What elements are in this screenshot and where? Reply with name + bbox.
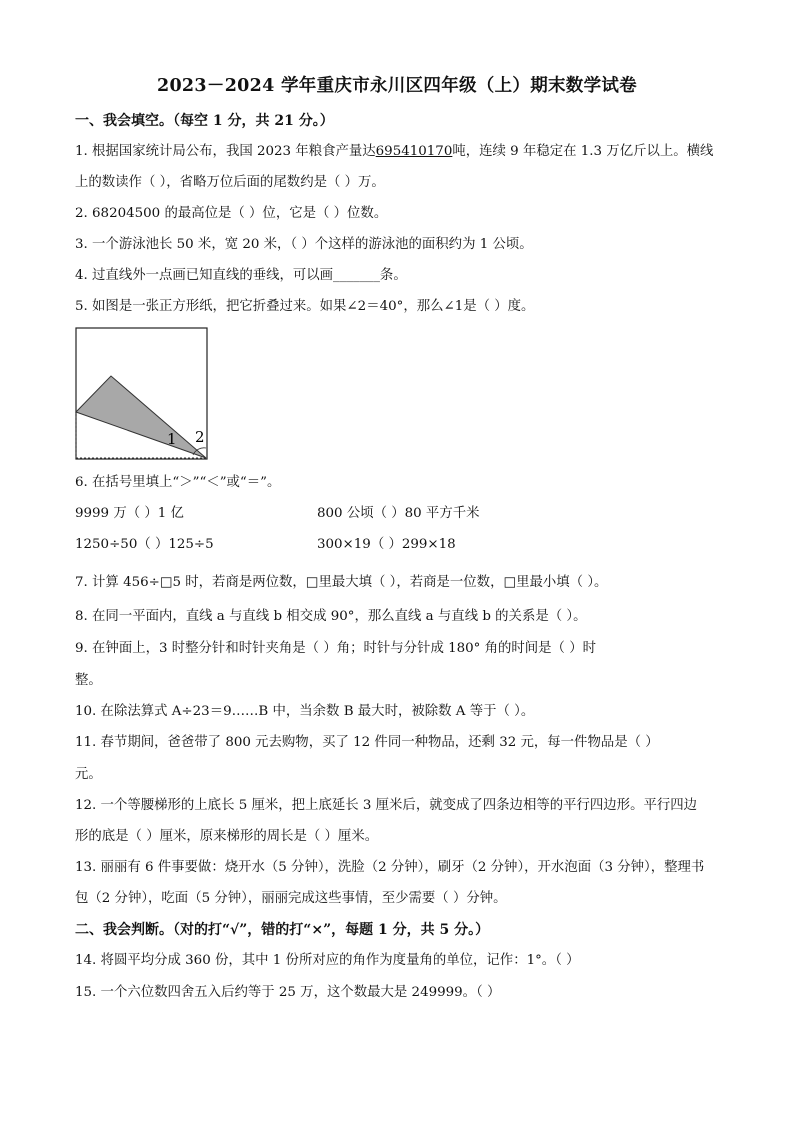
question-1-text-b: 吨，连续 9 年稳定在 1.3 万亿斤以上。横线 <box>452 144 714 159</box>
question-10: 10. 在除法算式 A÷23＝9……B 中，当余数 B 最大时，被除数 A 等于（ ）。 <box>75 704 535 719</box>
question-6-row-1-right: 800 公顷（ ）80 平方千米 <box>317 506 480 521</box>
question-3: 3. 一个游泳池长 50 米，宽 20 米，（ ）个这样的游泳池的面积约为 1 公顷。 <box>75 237 533 252</box>
folded-square-figure <box>75 327 215 467</box>
question-1-underlined-number: 695410170 <box>375 144 453 159</box>
question-13-line-1: 13. 丽丽有 6 件事要做：烧开水（5 分钟），洗脸（2 分钟），刷牙（2 分钟），开水泡面（3 分钟），整理书 <box>75 860 705 875</box>
question-4: 4. 过直线外一点画已知直线的垂线，可以画_______条。 <box>75 268 407 283</box>
question-7: 7. 计算 456÷□5 时，若商是两位数，□里最大填（ ），若商是一位数，□里最小填（ ）。 <box>75 575 608 590</box>
question-11-line-1: 11. 春节期间，爸爸带了 800 元去购物，买了 12 件同一种物品，还剩 32 元，每一件物品是（ ） <box>75 735 659 750</box>
question-6-row-2-right: 300×19（ ）299×18 <box>317 537 456 552</box>
question-5: 5. 如图是一张正方形纸，把它折叠过来。如果∠2＝40°，那么∠1是（ ）度。 <box>75 299 535 314</box>
question-6-row-2-left: 1250÷50（ ）125÷5 <box>75 537 214 552</box>
question-1-text-a: 1. 根据国家统计局公布，我国 2023 年粮食产量达 <box>75 144 376 159</box>
question-1-line-2: 上的数读作（ ），省略万位后面的尾数约是（ ）万。 <box>75 175 385 190</box>
question-12-line-2: 形的底是（ ）厘米，原来梯形的周长是（ ）厘米。 <box>75 829 379 844</box>
question-8: 8. 在同一平面内，直线 a 与直线 b 相交成 90°，那么直线 a 与直线 b 的关系是（ ）。 <box>75 609 587 624</box>
page-title: 2023－2024 学年重庆市永川区四年级（上）期末数学试卷 <box>156 76 637 96</box>
question-6: 6. 在括号里填上“＞”“＜”或“＝”。 <box>75 475 281 490</box>
question-1-line-1 <box>75 143 713 161</box>
question-9-line-2: 整。 <box>75 673 102 688</box>
question-13-line-2: 包（2 分钟），吃面（5 分钟），丽丽完成这些事情，至少需要（ ）分钟。 <box>75 891 507 906</box>
section-1-heading: 一、我会填空。（每空 1 分，共 21 分。） <box>75 113 334 129</box>
question-11-line-2: 元。 <box>75 767 102 782</box>
question-6-row-1-left: 9999 万（ ）1 亿 <box>75 506 184 521</box>
section-2-heading: 二、我会判断。（对的打“√”，错的打“×”，每题 1 分，共 5 分。） <box>75 922 490 938</box>
question-9-line-1: 9. 在钟面上，3 时整分针和时针夹角是（ ）角；时针与分针成 180° 角的时间是（ ）时 <box>75 641 596 656</box>
question-2: 2. 68204500 的最高位是（ ）位，它是（ ）位数。 <box>75 206 388 221</box>
question-14: 14. 将圆平均分成 360 份，其中 1 份所对应的角作为度量角的单位，记作：1°。（ ） <box>75 953 580 968</box>
question-12-line-1: 12. 一个等腰梯形的上底长 5 厘米，把上底延长 3 厘米后，就变成了四条边相等的平行四边形。平行四边 <box>75 798 698 813</box>
angle-label-1: 1 <box>167 430 177 448</box>
folded-triangle <box>76 376 206 458</box>
question-15: 15. 一个六位数四舍五入后约等于 25 万，这个数最大是 249999。（ ） <box>75 985 501 1000</box>
angle-label-2: 2 <box>195 428 205 446</box>
